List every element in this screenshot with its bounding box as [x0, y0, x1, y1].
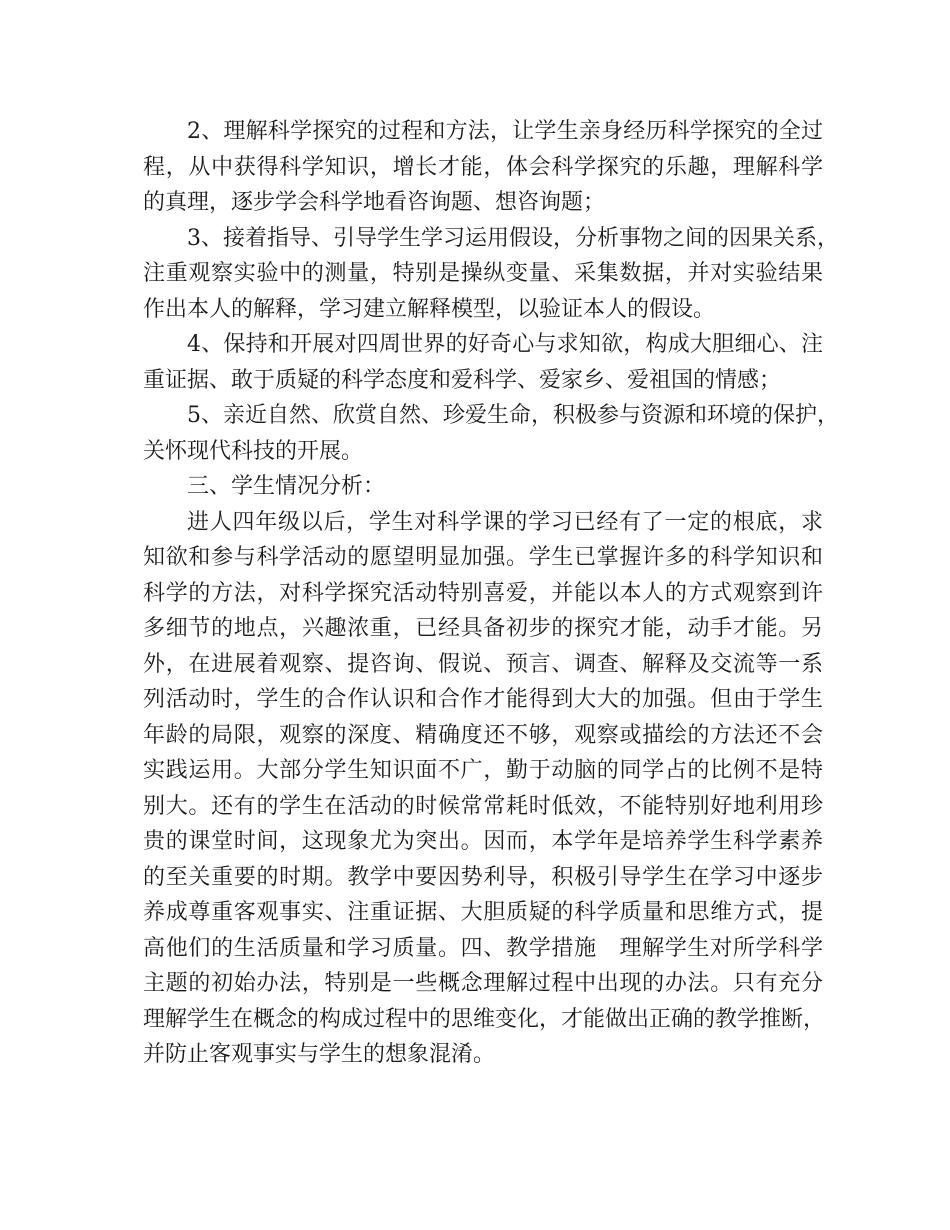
paragraph-line: 重证据、敢于质疑的科学态度和爱科学、爱家乡、爱祖国的情感； [143, 367, 782, 393]
paragraph-line: 外，在进展着观察、提咨询、假说、预言、调查、解释及交流等一系 [143, 651, 823, 677]
paragraph-line: 主题的初始办法，特别是一些概念理解过程中出现的办法。只有充分 [143, 971, 823, 996]
paragraph-line: 多细节的地点，兴趣浓重，已经具备初步的探究才能，动手才能。另 [143, 616, 823, 641]
paragraph-line: 程，从中获得科学知识，增长才能，体会科学探究的乐趣，理解科学 [143, 154, 823, 180]
paragraph-line: 实践运用。大部分学生知识面不广，勤于动脑的同学占的比例不是特 [143, 758, 823, 783]
paragraph-line: 4、保持和开展对四周世界的好奇心与求知欲，构成大胆细心、注 [187, 332, 823, 357]
body-text [143, 114, 839, 1073]
paragraph-line: 关怀现代科技的开展。 [143, 438, 364, 464]
paragraph-line: 2、理解科学探究的过程和方法，让学生亲身经历科学探究的全过 [187, 119, 823, 144]
paragraph-line: 科学的方法，对科学探究活动特别喜爱，并能以本人的方式观察到许 [143, 580, 823, 606]
paragraph-line: 别大。还有的学生在活动的时候常常耗时低效，不能特别好地利用珍 [143, 793, 823, 819]
paragraph-line: 列活动时，学生的合作认识和合作才能得到大大的加强。但由于学生 [143, 687, 823, 712]
paragraph-line: 注重观察实验中的测量，特别是操纵变量、采集数据，并对实验结果 [143, 261, 823, 286]
section-heading: 三、学生情况分析： [187, 474, 386, 499]
paragraph-line: 5、亲近自然、欣赏自然、珍爱生命，积极参与资源和环境的保护， [187, 403, 839, 428]
paragraph-line: 的真理，逐步学会科学地看咨询题、想咨询题； [143, 190, 606, 215]
paragraph-line: 的至关重要的时期。教学中要因势利导，积极引导学生在学习中逐步 [143, 864, 823, 890]
paragraph-line: 作出本人的解释，学习建立解释模型，以验证本人的假设。 [143, 296, 716, 322]
paragraph-line: 知欲和参与科学活动的愿望明显加强。学生已掌握许多的科学知识和 [143, 545, 823, 570]
paragraph-line: 贵的课堂时间，这现象尤为突出。因而，本学年是培养学生科学素养 [143, 829, 823, 854]
paragraph-line: 理解学生在概念的构成过程中的思维变化，才能做出正确的教学推断， [143, 1006, 826, 1032]
paragraph-line: 高他们的生活质量和学习质量。四、教学措施 理解学生对所学科学 [143, 935, 823, 961]
paragraph-line: 并防止客观事实与学生的想象混淆。 [143, 1042, 496, 1067]
paragraph-line: 3、接着指导、引导学生学习运用假设，分析事物之间的因果关系， [187, 225, 839, 251]
paragraph-line: 年龄的局限，观察的深度、精确度还不够，观察或描绘的方法还不会 [143, 722, 823, 748]
paragraph-line: 养成尊重客观事实、注重证据、大胆质疑的科学质量和思维方式，提 [143, 900, 823, 925]
paragraph-line: 进人四年级以后，学生对科学课的学习已经有了一定的根底，求 [187, 509, 823, 535]
